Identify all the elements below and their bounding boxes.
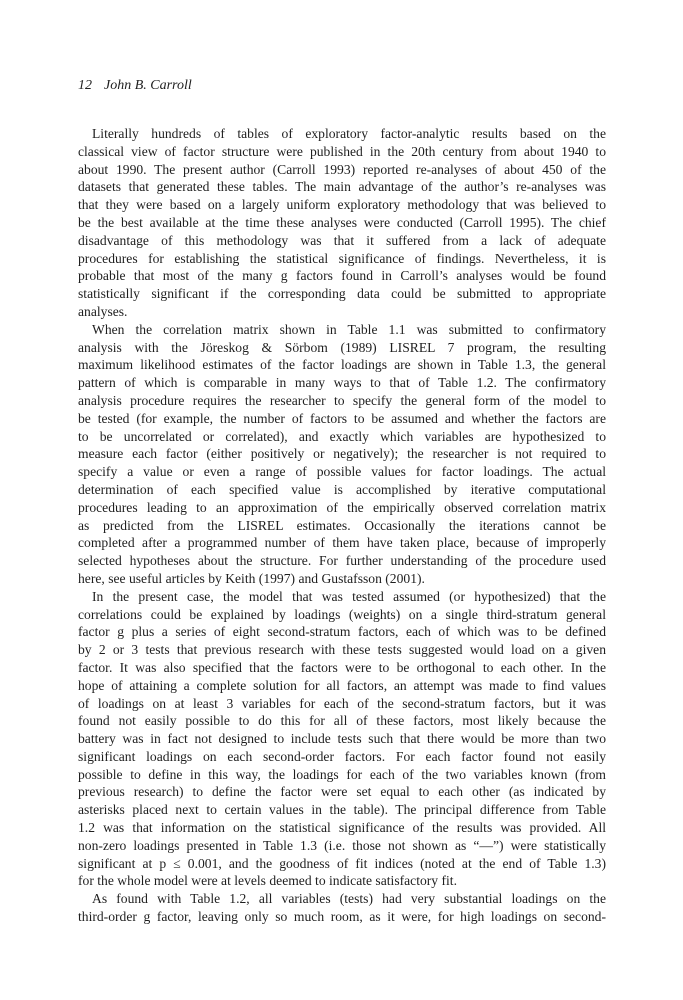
text-line: As found with Table 1.2, all variables (tests) had very substantial loadings on the bbox=[92, 891, 606, 907]
paragraph bbox=[78, 321, 606, 588]
text-line: found not easily possible to do this for all of these factors, most likely because the bbox=[78, 713, 606, 729]
text-line: specify a value or even a range of possible values for factor loadings. The actual bbox=[78, 464, 606, 480]
text-line: asterisks placed next to certain values in the table). The principal difference from Table bbox=[78, 802, 606, 818]
text-line: analysis procedure requires the researcher to specify the general form of the model to bbox=[78, 392, 606, 408]
text-line: to be uncorrelated or correlated), and exactly which variables are hypothesized to bbox=[78, 428, 606, 444]
text-line: selected hypotheses about the structure. For further understanding of the procedure used bbox=[78, 553, 606, 569]
text-line: maximum likelihood estimates of the factor loadings are shown in Table 1.3, the general bbox=[78, 357, 606, 373]
text-line: datasets that generated these tables. The main advantage of the author’s re-analyses was bbox=[78, 179, 606, 195]
text-line: correlations could be explained by loadings (weights) on a single third-stratum general bbox=[78, 606, 606, 622]
text-line: by 2 or 3 tests that previous research with these tests suggested would load on a given bbox=[78, 642, 606, 658]
text-line: classical view of factor structure were published in the 20th century from about 1940 to bbox=[78, 143, 606, 159]
text-line: be the best available at the time these analyses were conducted (Carroll 1995). The chief bbox=[78, 214, 606, 230]
text-line: significant at p ≤ 0.001, and the goodness of fit indices (noted at the end of Table 1.3) bbox=[78, 855, 606, 871]
text-line: about 1990. The present author (Carroll 1993) reported re-analyses of about 450 of the bbox=[78, 161, 606, 177]
text-line: that they were based on a largely uniform exploratory methodology that was believed to bbox=[78, 197, 606, 213]
text-line: here, see useful articles by Keith (1997) and Gustafsson (2001). bbox=[78, 570, 425, 586]
text-line: 1.2 was that information on the statistical significance of the results was provided. All bbox=[78, 820, 606, 836]
text-line: battery was in fact not designed to include tests such that there would be more than two bbox=[78, 731, 606, 747]
text-line: determination of each specified value is accomplished by iterative computational bbox=[78, 481, 606, 497]
text-line: factor. It was also specified that the factors were to be orthogonal to each other. In the bbox=[78, 659, 606, 675]
text-line: for the whole model were at levels deemed to indicate satisfactory fit. bbox=[78, 873, 457, 889]
text-line: probable that most of the many g factors found in Carroll’s analyses would be found bbox=[78, 268, 606, 284]
text-line: be tested (for example, the number of factors to be assumed and whether the factors are bbox=[78, 410, 606, 426]
text-line: statistically significant if the corresponding data could be submitted to appropriate bbox=[78, 286, 606, 302]
text-line: analyses. bbox=[78, 303, 128, 319]
running-head-author: John B. Carroll bbox=[104, 78, 192, 93]
text-line: disadvantage of this methodology was that it suffered from a lack of adequate bbox=[78, 232, 606, 248]
text-line: When the correlation matrix shown in Table 1.1 was submitted to confirmatory bbox=[92, 321, 606, 337]
text-line: significant loadings on each second-order factors. For each factor found not easily bbox=[78, 748, 606, 764]
text-line: procedures leading to an approximation of the empirically observed correlation matrix bbox=[78, 499, 606, 515]
text-line: factor g plus a series of eight second-stratum factors, each of which was to be defined bbox=[78, 624, 606, 640]
paragraph bbox=[78, 125, 606, 321]
text-line: hope of attaining a complete solution for all factors, an attempt was made to find values bbox=[78, 677, 606, 693]
text-line: In the present case, the model that was tested assumed (or hypothesized) that the bbox=[92, 588, 606, 604]
text-line: third-order g factor, leaving only so much room, as it were, for high loadings on second- bbox=[78, 909, 606, 925]
paragraph bbox=[78, 890, 606, 926]
page-number: 12 bbox=[78, 78, 92, 93]
text-line: procedures for establishing the statistical significance of findings. Nevertheless, it is bbox=[78, 250, 606, 266]
text-line: completed after a programmed number of them have taken place, because of improperly bbox=[78, 535, 606, 551]
text-line: as predicted from the LISREL estimates. Occasionally the iterations cannot be bbox=[78, 517, 606, 533]
text-line: of loadings on at least 3 variables for each of the second-stratum factors, but it was bbox=[78, 695, 606, 711]
body-text bbox=[78, 125, 606, 926]
paragraph bbox=[78, 588, 606, 891]
text-line: analysis with the Jöreskog & Sörbom (1989) LISREL 7 program, the resulting bbox=[78, 339, 606, 355]
text-line: possible to define in this way, the loadings for each of the two variables known (from bbox=[78, 766, 606, 782]
running-head bbox=[78, 78, 192, 94]
text-line: measure each factor (either positively or negatively); the researcher is not required to bbox=[78, 446, 606, 462]
text-line: pattern of which is comparable in many ways to that of Table 1.2. The confirmatory bbox=[78, 375, 606, 391]
text-line: previous research) to define the factor were set equal to each other (as indicated by bbox=[78, 784, 606, 800]
text-line: non-zero loadings presented in Table 1.3 (i.e. those not shown as “—”) were statistically bbox=[78, 837, 606, 853]
text-line: Literally hundreds of tables of exploratory factor-analytic results based on the bbox=[92, 126, 606, 141]
